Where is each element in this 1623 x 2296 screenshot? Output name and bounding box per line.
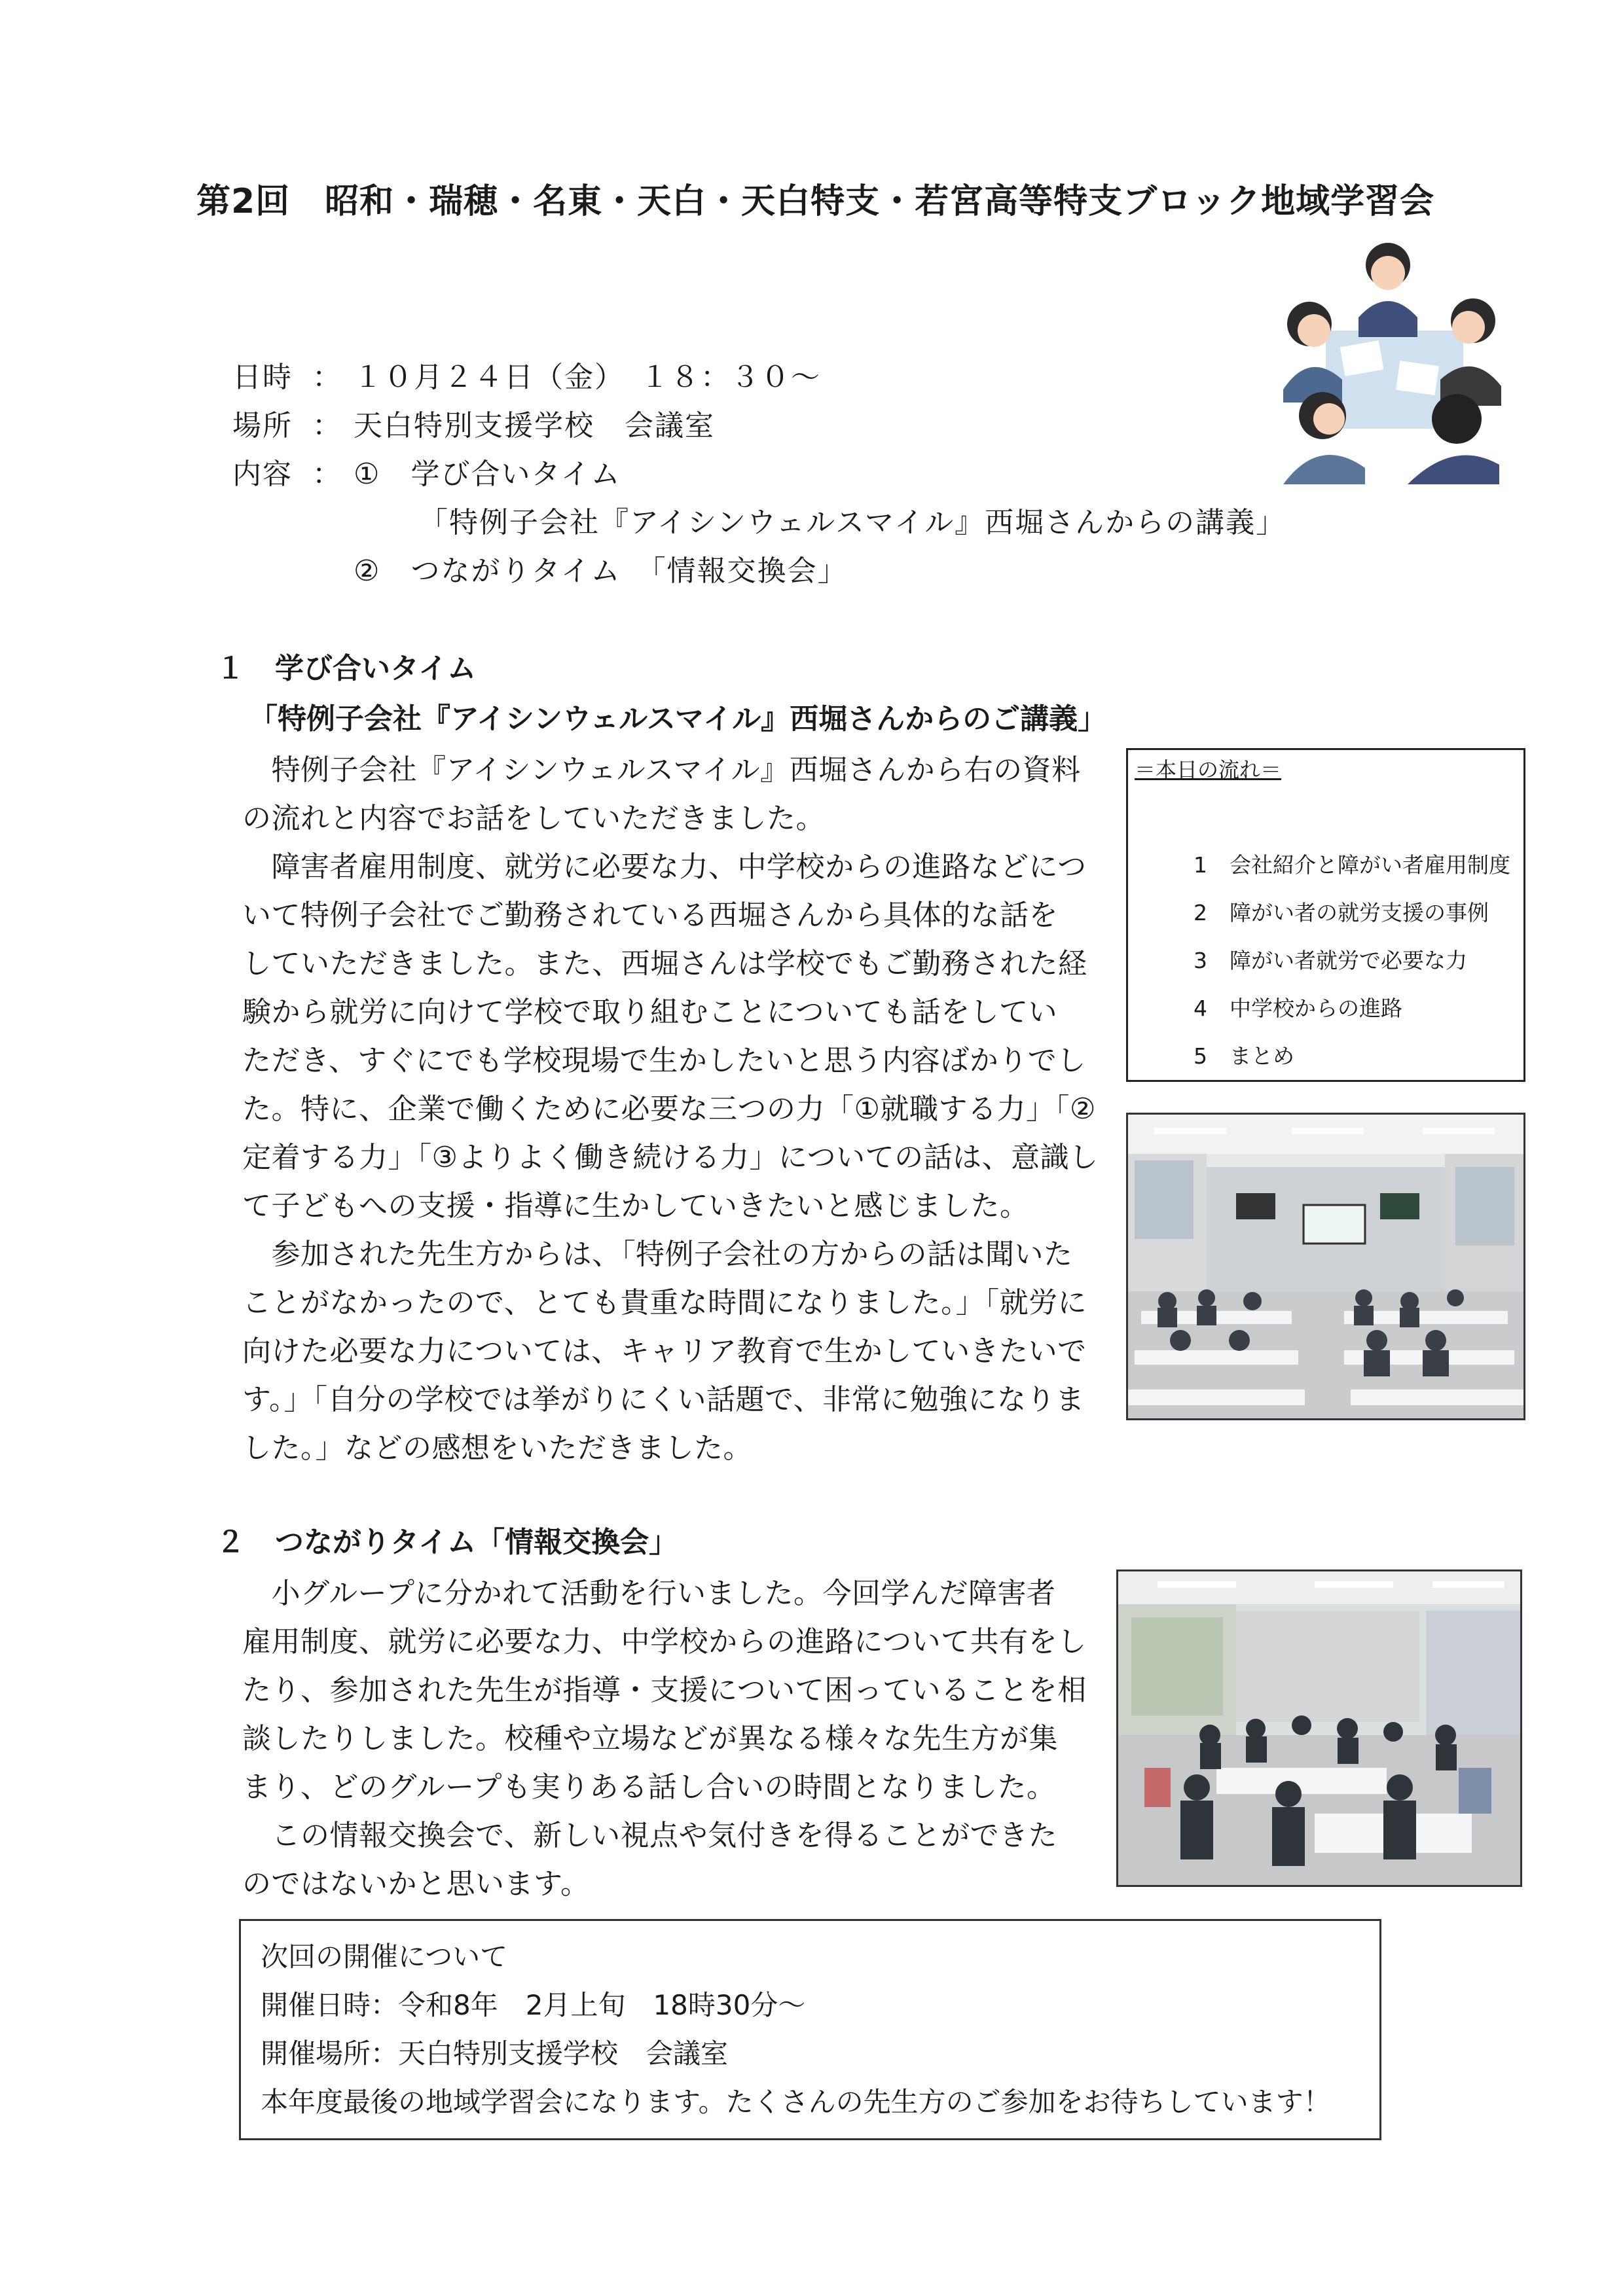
info-date [232,353,821,395]
flow-item-text: まとめ [1230,1043,1294,1069]
flow-title: ＝本日の流れ＝ [1135,757,1282,782]
body-line: ただき、すぐにでも学校現場で生かしたいと思う内容ばかりでし [242,1044,1086,1077]
section-1-heading [216,645,476,687]
flow-item-number: 2 [1194,900,1207,925]
content-item-2: ② つながりタイム 「情報交換会」 [354,554,848,588]
section-1-number: １ [216,652,245,685]
section-2-title: つながりタイム「情報交換会」 [275,1526,678,1559]
content-label: 内容 [232,457,293,491]
body-line: 小グループに分かれて活動を行いました。今回学んだ障害者 [242,1577,1056,1610]
date-value: １０月２４日（金） １８：３０～ [354,361,821,394]
body-line: 験から就労に向けて学校で取り組むことについても話をしてい [242,996,1058,1029]
body-line: 向けた必要な力については、キャリア教育で生かしていきたいで [242,1335,1087,1368]
content-item-1: ① 学び合いタイム [354,457,621,491]
flow-item-text: 中学校からの進路 [1230,996,1402,1021]
flow-item-text: 障がい者就労で必要な力 [1230,948,1467,973]
discussion-photo [1116,1570,1522,1887]
info-content [232,450,621,492]
flow-item [1194,848,1510,879]
next-meeting-message: 本年度最後の地域学習会になります。たくさんの先生方のご参加をお待ちしています！ [261,2086,1331,2118]
body-line: いて特例子会社でご勤務されている西堀さんから具体的な話を [242,899,1058,932]
body-line: 雇用制度、就労に必要な力、中学校からの進路について共有をし [242,1625,1087,1659]
flow-item-number: 1 [1194,852,1207,878]
next-meeting-date: 開催日時：令和8年 2月上旬 18時30分～ [261,1989,806,2021]
body-line: たり、参加された先生が指導・支援について困っていることを相 [242,1674,1087,1707]
lecture-photo [1126,1113,1525,1420]
body-line: て子どもへの支援・指導に生かしていきたいと感じました。 [242,1189,1029,1223]
body-line: 特例子会社『アイシンウェルスマイル』西堀さんから右の資料 [242,753,1081,787]
date-colon: ： [312,361,342,394]
body-line: た。特に、企業で働くために必要な三つの力「①就職する力」「② [242,1092,1096,1126]
body-line: 障害者雇用制度、就労に必要な力、中学校からの進路などにつ [242,850,1087,884]
body-line: まり、どのグループも実りある話し合いの時間となりました。 [242,1770,1056,1804]
page-title: 第2回 昭和・瑞穂・名東・天白・天白特支・若宮高等特支ブロック地域学習会 [196,182,1435,221]
flow-item-text: 会社紹介と障がい者雇用制度 [1230,852,1510,878]
section-2-number: ２ [216,1526,245,1559]
flow-item [1194,992,1402,1022]
next-meeting-box [239,1919,1381,2140]
flow-box [1126,748,1525,1082]
place-value: 天白特別支援学校 会議室 [354,409,715,442]
content-colon: ： [312,457,342,491]
meeting-illustration [1280,239,1503,484]
section-2-heading [216,1518,678,1560]
flow-item-number: 4 [1194,996,1207,1021]
section-1-subheading: 「特例子会社『アイシンウェルスマイル』西堀さんからのご講義」 [249,702,1107,736]
body-line: の流れと内容でお話をしていただきました。 [242,802,825,835]
flow-item-number: 5 [1194,1043,1207,1069]
body-line: した。」などの感想をいただきました。 [242,1431,752,1465]
place-colon: ： [312,409,342,442]
body-line: 談したりしました。校種や立場などが異なる様々な先生方が集 [242,1722,1058,1755]
flow-item [1194,944,1467,975]
info-place [232,402,715,444]
body-line: 参加された先生方からは、「特例子会社の方からの話は聞いた [242,1238,1073,1271]
flow-item [1194,1039,1294,1070]
body-line: この情報交換会で、新しい視点や気付きを得ることができた [242,1819,1058,1852]
content-item-1-sub: 「特例子会社『アイシンウェルスマイル』西堀さんからの講義」 [419,506,1286,539]
place-label: 場所 [232,409,293,442]
lecture-photo-image [1128,1115,1523,1418]
date-label: 日時 [232,361,293,394]
body-line: ことがなかったので、とても貴重な時間になりました。」「就労に [242,1286,1087,1319]
flow-item [1194,896,1489,927]
discussion-photo-image [1118,1571,1520,1885]
flow-item-text: 障がい者の就労支援の事例 [1230,900,1489,925]
next-meeting-place: 開催場所：天白特別支援学校 会議室 [261,2037,729,2070]
body-line: す。」「自分の学校では挙がりにくい話題で、非常に勉強になりま [242,1383,1085,1416]
body-line: 定着する力」「③よりよく働き続ける力」についての話は、意識し [242,1141,1099,1174]
body-line: のではないかと思います。 [242,1867,590,1901]
flow-item-number: 3 [1194,948,1207,973]
section-1-title: 学び合いタイム [275,652,477,685]
body-line: していただきました。また、西堀さんは学校でもご勤務された経 [242,947,1087,980]
next-meeting-heading: 次回の開催について [261,1941,508,1973]
